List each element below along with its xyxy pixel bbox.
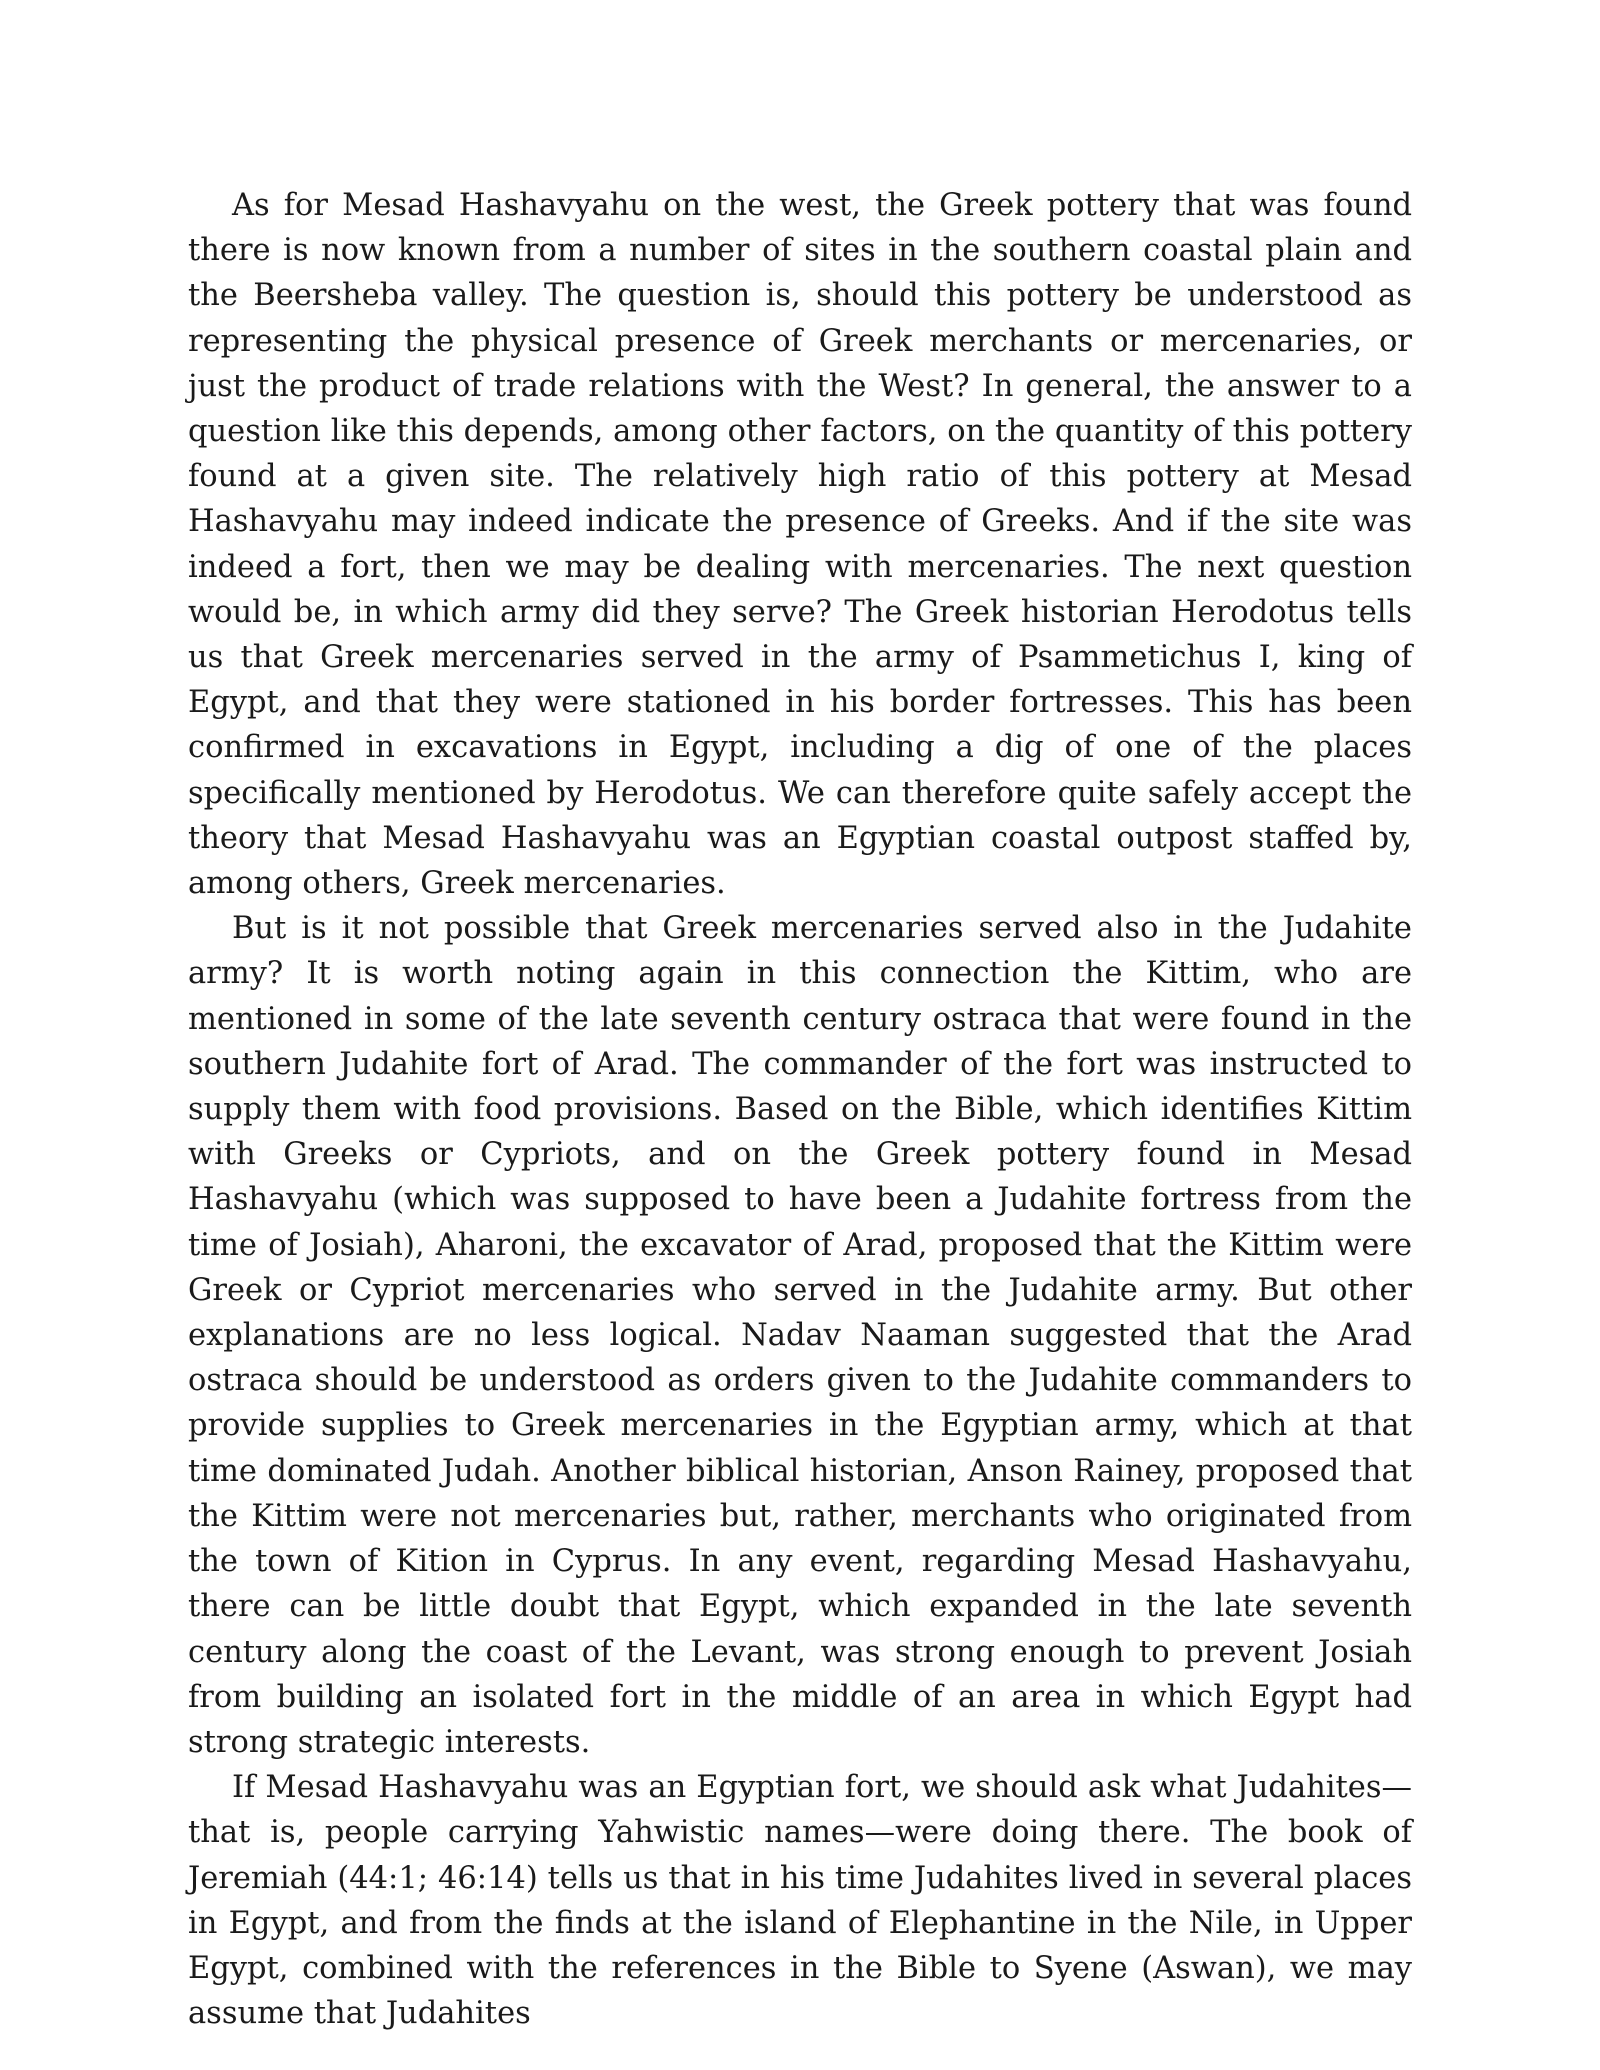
- paragraph: But is it not possible that Greek mercenaries served also in the Judahite army? It is worth noting again in this connection the Kittim, who are mentioned in some of the late seventh century ostraca that were found in the southern Judahite fort of Arad. The commander of the fort was instructed to supply them with food provisions. Based on the Bible, which identifies Kittim with Greeks or Cypriots, and on the Greek pottery found in Mesad Hashavyahu (which was supposed to have been a Judahite fortress from the time of Josiah), Aharoni, the excavator of Arad, proposed that the Kittim were Greek or Cypriot mercenaries who served in the Judahite army. But other explanations are no less logical. Nadav Naaman suggested that the Arad ostraca should be understood as orders given to the Judahite commanders to provide supplies to Greek mercenaries in the Egyptian army, which at that time dominated Judah. Another biblical historian, Anson Rainey, proposed that the Kittim were not mercenaries but, rather, merchants who originated from the town of Kition in Cyprus. In any event, regarding Mesad Hashavyahu, there can be little doubt that Egypt, which expanded in the late seventh century along the coast of the Levant, was strong enough to prevent Josiah from building an isolated fort in the middle of an area in which Egypt had strong strategic interests.: [188, 911, 1412, 1760]
- paragraph: If Mesad Hashavyahu was an Egyptian fort, we should ask what Judahites—that is, people carrying Yahwistic names—were doing there. The book of Jeremiah (44:1; 46:14) tells us that in his time Judahites lived in several places in Egypt, and from the finds at the island of Elephantine in the Nile, in Upper Egypt, combined with the references in the Bible to Syene (Aswan), we may assume that Judahites: [188, 1770, 1412, 2032]
- paragraph: As for Mesad Hashavyahu on the west, the Greek pottery that was found there is now known from a number of sites in the southern coastal plain and the Beersheba valley. The question is, should this pottery be understood as representing the physical presence of Greek merchants or mercenaries, or just the product of trade relations with the West? In general, the answer to a question like this depends, among other factors, on the quantity of this pottery found at a given site. The relatively high ratio of this pottery at Mesad Hashavyahu may indeed indicate the presence of Greeks. And if the site was indeed a fort, then we may be dealing with mercenaries. The next question would be, in which army did they serve? The Greek historian Herodotus tells us that Greek mercenaries served in the army of Psammetichus I, king of Egypt, and that they were stationed in his border fortresses. This has been confirmed in excavations in Egypt, including a dig of one of the places specifically mentioned by Herodotus. We can therefore quite safely accept the theory that Mesad Hashavyahu was an Egyptian coastal outpost staffed by, among others, Greek mercenaries.: [188, 188, 1412, 902]
- page-body: [188, 183, 1412, 2036]
